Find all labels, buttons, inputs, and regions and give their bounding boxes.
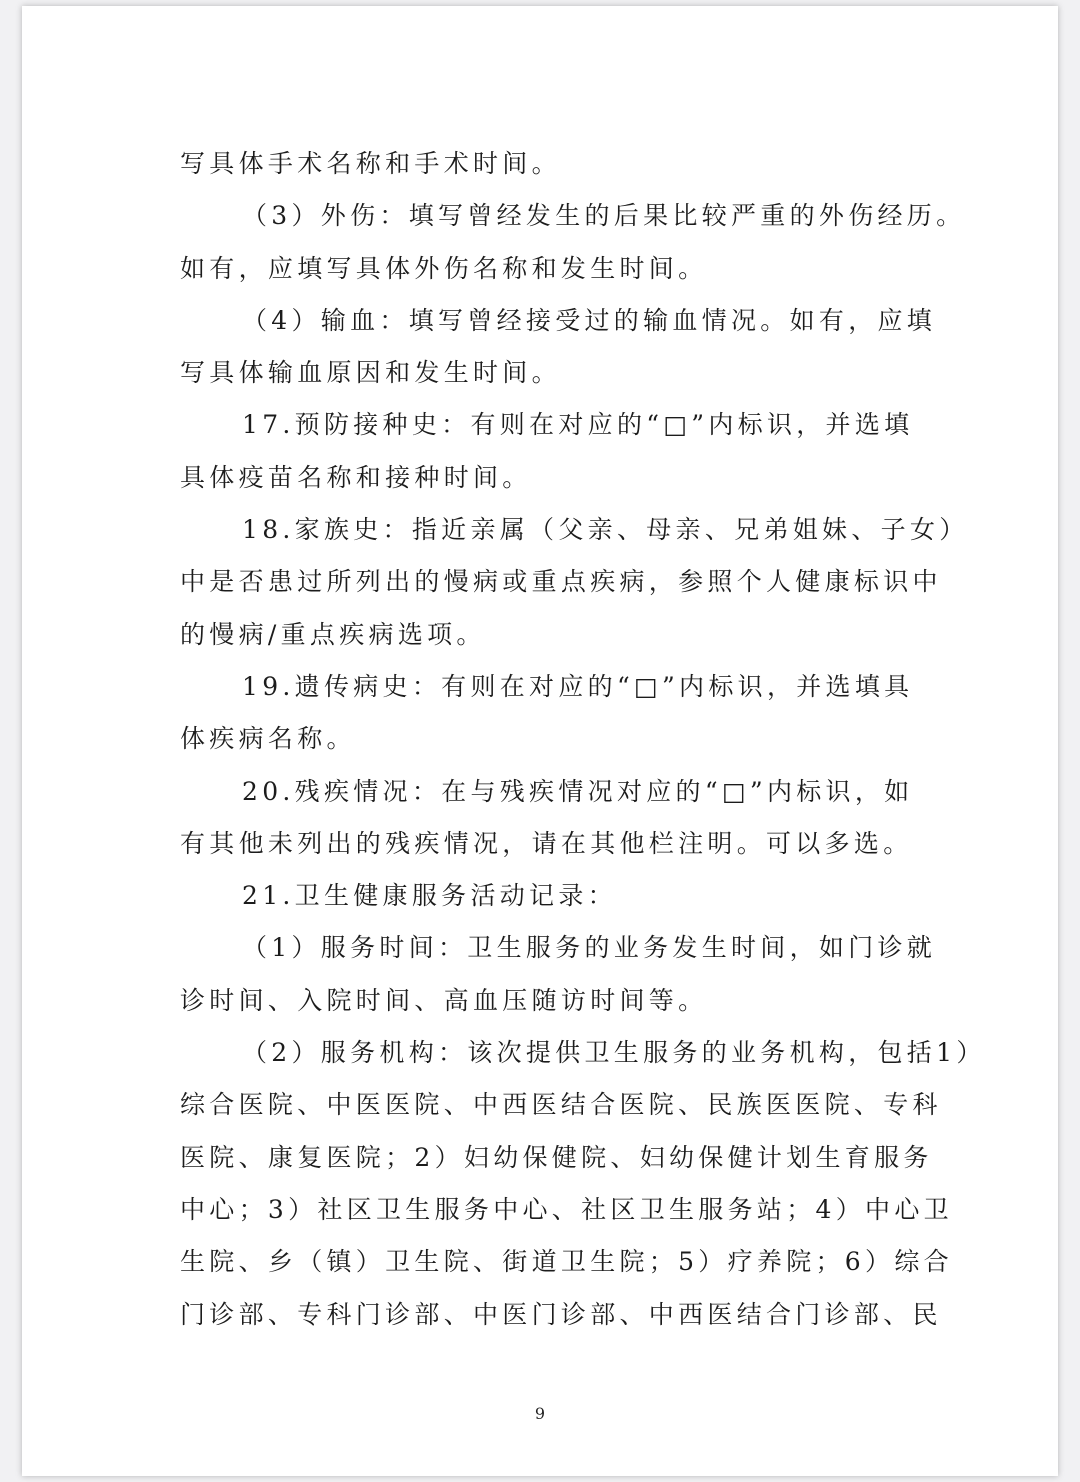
text-line: 有其他未列出的残疾情况，请在其他栏注明。可以多选。: [180, 828, 913, 858]
document-page: [22, 6, 1058, 1476]
text-line: 具体疫苗名称和接种时间。: [180, 462, 532, 492]
text-line: （4）输血：填写曾经接受过的输血情况。如有，应填: [242, 305, 937, 335]
text-line: 17.预防接种史：有则在对应的“□”内标识，并选填: [242, 410, 914, 440]
text-line: 体疾病名称。: [180, 724, 356, 754]
text-line: 中是否患过所列出的慢病或重点疾病，参照个人健康标识中: [180, 567, 942, 597]
text-line: 20.残疾情况：在与残疾情况对应的“□”内标识，如: [242, 776, 914, 806]
text-line: 门诊部、专科门诊部、中医门诊部、中西医结合门诊部、民: [180, 1299, 942, 1329]
page-body-text: [180, 138, 986, 1341]
text-line: 写具体输血原因和发生时间。: [180, 358, 561, 388]
text-line: 写具体手术名称和手术时间。: [180, 149, 561, 178]
text-line: （1）服务时间：卫生服务的业务发生时间，如门诊就: [242, 933, 937, 963]
text-line: 如有，应填写具体外伤名称和发生时间。: [180, 253, 708, 283]
text-line: 医院、康复医院；2）妇幼保健院、妇幼保健计划生育服务: [180, 1142, 933, 1172]
text-line: （3）外伤：填写曾经发生的后果比较严重的外伤经历。: [242, 201, 966, 231]
text-line: 诊时间、入院时间、高血压随访时间等。: [180, 985, 708, 1015]
page-number: 9: [534, 1404, 546, 1423]
text-line: 生院、乡（镇）卫生院、街道卫生院；5）疗养院；6）综合: [180, 1247, 953, 1277]
text-line: （2）服务机构：该次提供卫生服务的业务机构，包括1）: [242, 1038, 986, 1068]
text-line: 19.遗传病史：有则在对应的“□”内标识，并选填具: [242, 671, 914, 701]
text-line: 18.家族史：指近亲属（父亲、母亲、兄弟姐妹、子女）: [242, 515, 969, 545]
text-line: 综合医院、中医医院、中西医结合医院、民族医医院、专科: [180, 1090, 942, 1120]
text-line: 的慢病/重点疾病选项。: [180, 619, 486, 649]
text-line: 中心；3）社区卫生服务中心、社区卫生服务站；4）中心卫: [180, 1194, 953, 1224]
text-line: 21.卫生健康服务活动记录：: [242, 881, 617, 911]
